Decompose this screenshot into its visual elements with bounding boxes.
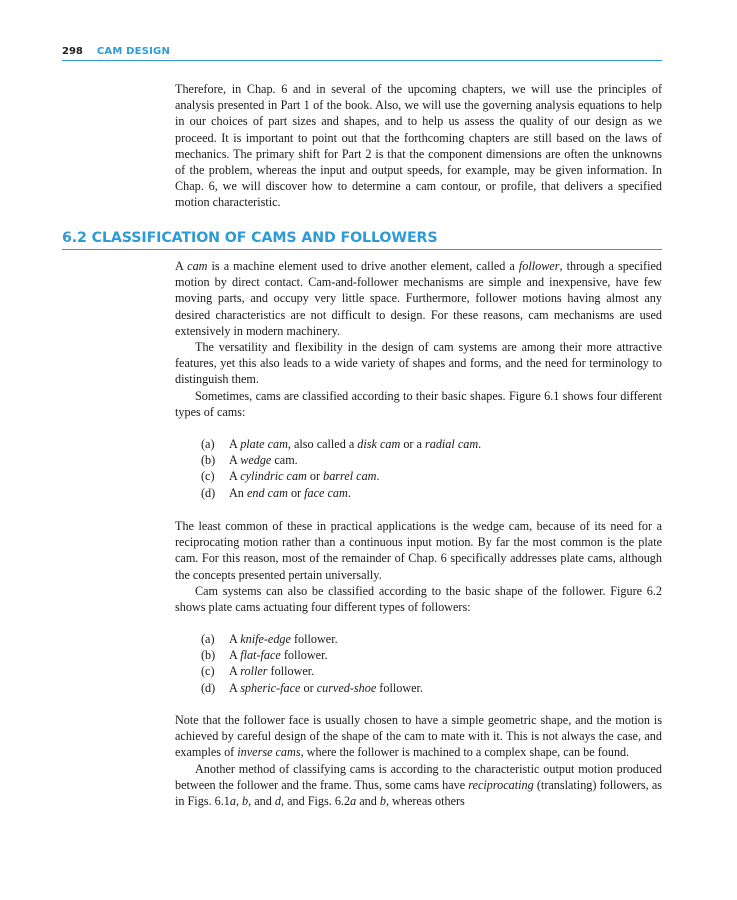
term-inverse-cams: inverse cams (237, 745, 301, 760)
paragraph-cam-shapes: Sometimes, cams are classified according to their basic shapes. Figure 6.1 shows four different types of cams: (175, 388, 662, 419)
paragraph-output-motion: Another method of classifying cams is according to the characteristic output motion produced between the follower and the frame. Thus, some cams have reciprocating (translating) followers, as in Figs. 6.1a, b, and d, and Figs. 6.2a and b, whereas others (175, 761, 662, 809)
term-follower: follower (518, 259, 560, 273)
section-body-top (175, 258, 662, 420)
section-body-middle (175, 518, 662, 615)
paragraph-wedge-cam: The least common of these in practical applications is the wedge cam, because of its need for a reciprocating motion rather than a continuous input motion. By far the most common is the plate cam. For this reason, most of the remainder of Chap. 6 specifically addresses plate cams, although the concepts presented pertain universally. (175, 519, 662, 582)
cam-types-list (201, 436, 641, 501)
list-item: (d) An end cam or face cam. (201, 485, 351, 500)
term-reciprocating: reciprocating (468, 777, 534, 792)
section-heading: 6.2 CLASSIFICATION OF CAMS AND FOLLOWERS (62, 230, 438, 246)
list-item: (b) A wedge cam. (201, 453, 298, 468)
list-item: (a) A knife-edge follower. (201, 632, 338, 646)
section-body-bottom (175, 712, 662, 809)
list-item: (d) A spheric-face or curved-shoe follower. (201, 680, 423, 695)
intro-paragraph: Therefore, in Chap. 6 and in several of the upcoming chapters, we will use the principles of analysis presented in Part 1 of the book. Also, we will use the governing analysis equations to help in our choices of part sizes and shapes, and to help us assess the quality of our design as we proceed. It is important to point out that the forthcoming chapters are still based on the laws of mechanics. The primary shift for Part 2 is that the component dimensions are often the unknowns of the problem, whereas the input and output speeds, for example, may be given information. In Chap. 6, we will discover how to determine a cam contour, or profile, that delivers a specified motion characteristic. (175, 82, 662, 210)
paragraph-inverse-cams: Note that the follower face is usually chosen to have a simple geometric shape, and the motion is achieved by careful design of the shape of the cam to mate with it. This is not always the case, and examples of inverse cams, where the follower is machined to a complex shape, can be found. (175, 713, 662, 760)
page-number: 298 (62, 46, 83, 57)
list-item: (c) A roller follower. (201, 664, 315, 679)
paragraph-cam-definition: A cam is a machine element used to drive another element, called a follower, through a specified motion by direct contact. Cam-and-follower mechanisms are simple and inexpensive, have few moving parts, and occupy very little space. Furthermore, follower motions having almost any desired characteristics are not difficult to design. For these reasons, cam mechanisms are used extensively in modern machinery. (175, 259, 662, 338)
paragraph-versatility: The versatility and flexibility in the design of cam systems are among their more attractive features, yet this also leads to a wide variety of shapes and forms, and the need for terminology to distinguish them. (175, 340, 662, 387)
paragraph-follower-shapes: Cam systems can also be classified according to the basic shape of the follower. Figure 6.2 shows plate cams actuating four different types of followers: (175, 583, 662, 615)
follower-types-list (201, 631, 641, 696)
header-rule (62, 60, 662, 61)
list-item: (a) A plate cam, also called a disk cam or a radial cam. (201, 437, 482, 451)
chapter-title: CAM DESIGN (96, 46, 171, 57)
running-head (62, 46, 662, 60)
intro-block (175, 81, 662, 211)
list-item: (c) A cylindric cam or barrel cam. (201, 469, 380, 484)
term-cam: cam (187, 259, 208, 273)
section-rule (62, 249, 662, 250)
list-item: (b) A flat-face follower. (201, 648, 328, 663)
